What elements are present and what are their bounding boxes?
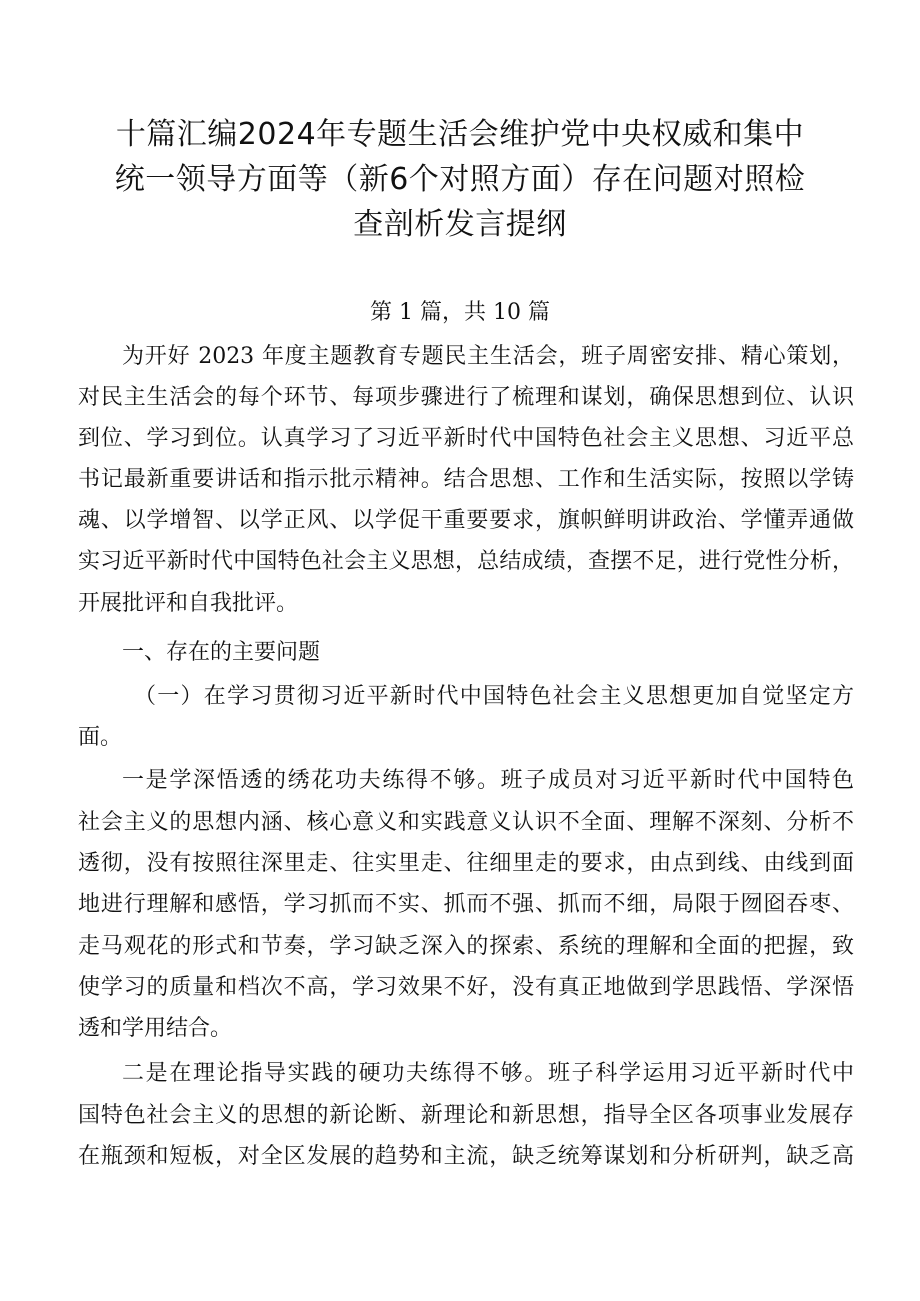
paragraph-line: 实习近平新时代中国特色社会主义思想，总结成绩，查摆不足，进行党性分析， [78, 549, 854, 574]
paragraph-line: 书记最新重要讲话和指示批示精神。结合思想、工作和生活实际，按照以学铸 [78, 467, 854, 492]
paragraph-line: 对民主生活会的每个环节、每项步骤进行了梳理和谋划，确保思想到位、认识 [78, 385, 854, 410]
title-line: 统一领导方面等（新6个对照方面）存在问题对照检 [114, 162, 806, 197]
paragraph-line: 二是在理论指导实践的硬功夫练得不够。班子科学运用习近平新时代中 [122, 1061, 854, 1086]
title-line: 十篇汇编2024年专题生活会维护党中央权威和集中 [115, 117, 805, 152]
part-indicator: 第 1 篇，共 10 篇 [370, 300, 550, 325]
subsection-heading-cont: 面。 [78, 725, 123, 750]
paragraph-line: 地进行理解和感悟，学习抓而不实、抓而不强、抓而不细，局限于囫囵吞枣、 [78, 892, 854, 917]
paragraph-line: 为开好 2023 年度主题教育专题民主生活会，班子周密安排、精心策划， [122, 344, 854, 369]
paragraph-line: 开展批评和自我批评。 [78, 591, 299, 616]
paragraph-line: 到位、学习到位。认真学习了习近平新时代中国特色社会主义思想、习近平总 [78, 426, 854, 451]
subsection-heading: （一）在学习贯彻习近平新时代中国特色社会主义思想更加自觉坚定方 [134, 684, 854, 709]
paragraph-line: 使学习的质量和档次不高，学习效果不好，没有真正地做到学思践悟、学深悟 [78, 975, 854, 1000]
paragraph-line: 走马观花的形式和节奏，学习缺乏深入的探索、系统的理解和全面的把握，致 [78, 934, 854, 959]
paragraph-line: 透彻，没有按照往深里走、往实里走、往细里走的要求，由点到线、由线到面 [78, 851, 854, 876]
section-heading: 一、存在的主要问题 [122, 640, 321, 665]
paragraph-line: 透和学用结合。 [78, 1016, 233, 1041]
title-line: 查剖析发言提纲 [353, 207, 567, 242]
paragraph-line: 社会主义的思想内涵、核心意义和实践意义认识不全面、理解不深刻、分析不 [78, 810, 854, 835]
paragraph-line: 在瓶颈和短板，对全区发展的趋势和主流，缺乏统筹谋划和分析研判，缺乏高 [78, 1144, 854, 1169]
paragraph-line: 魂、以学增智、以学正风、以学促干重要要求，旗帜鲜明讲政治、学懂弄通做 [78, 508, 854, 533]
document-title [90, 112, 830, 247]
paragraph-line: 国特色社会主义的思想的新论断、新理论和新思想，指导全区各项事业发展存 [78, 1103, 854, 1128]
paragraph-line: 一是学深悟透的绣花功夫练得不够。班子成员对习近平新时代中国特色 [122, 768, 854, 793]
